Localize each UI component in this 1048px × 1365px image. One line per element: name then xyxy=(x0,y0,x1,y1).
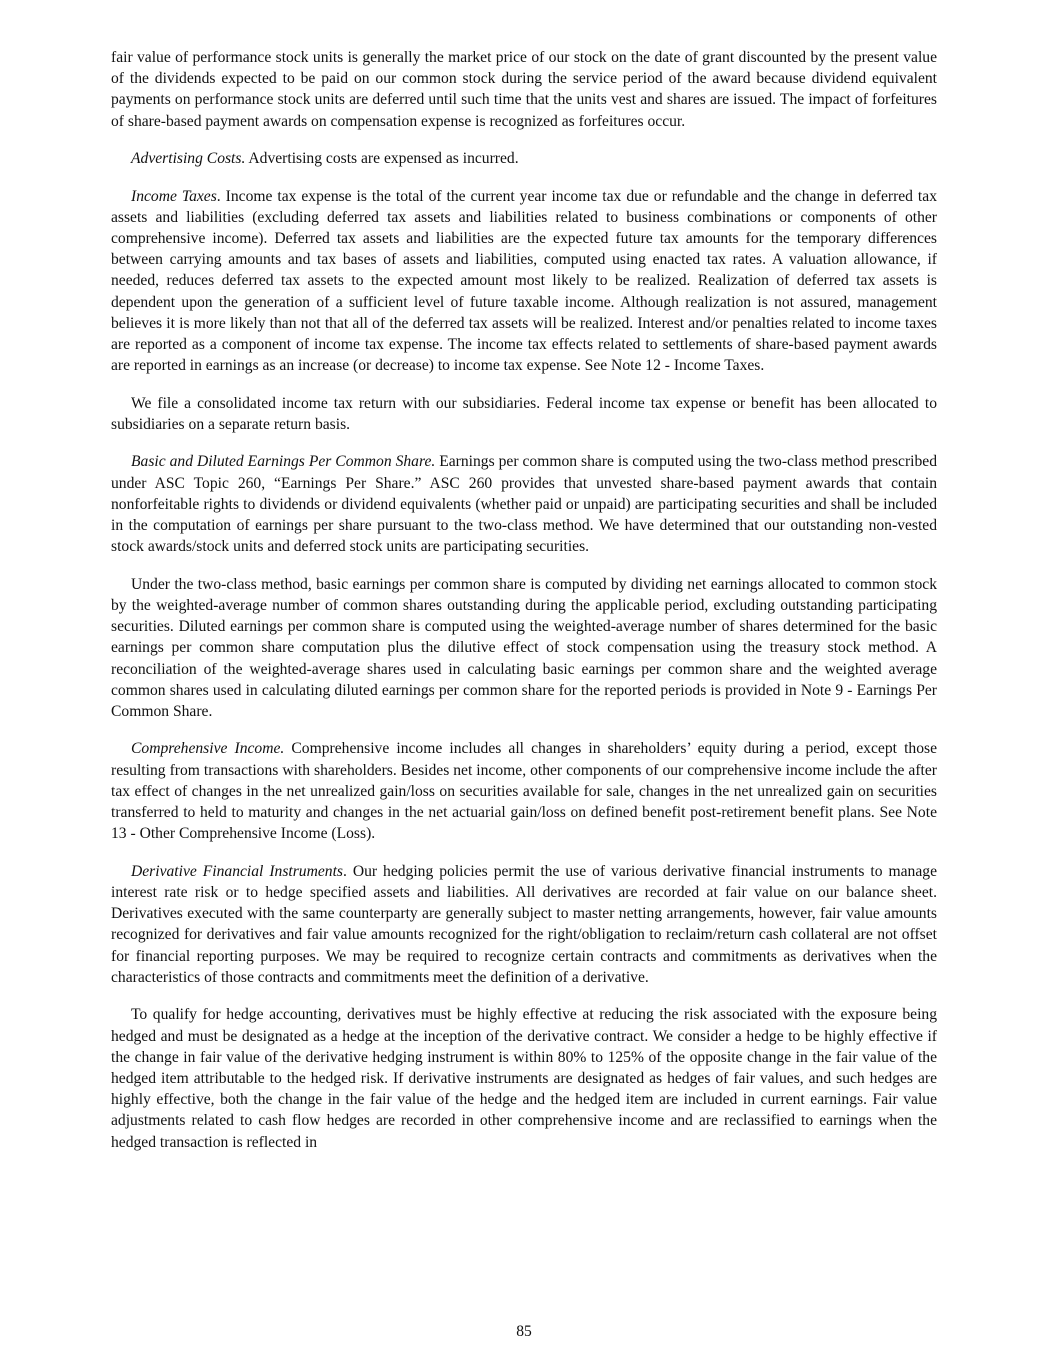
paragraph-heading: Income Taxes xyxy=(131,187,217,205)
paragraph-text: . Our hedging policies permit the use of various derivative financial instruments to manage interest rate risk or to hedge specified assets and liabilities. All derivatives are recorded at fair value on our balance sheet. Derivatives executed with the same counterparty are generally subject to master netting arrangements, however, fair value amounts recognized for derivatives and fair value amounts recognized for the right/obligation to reclaim/return cash collateral are not offset for financial reporting purposes. We may be required to recognize certain contracts and commitments as derivatives when the characteristics of those contracts and commitments meet the definition of a derivative. xyxy=(111,862,937,986)
paragraph-heading: Derivative Financial Instruments xyxy=(131,862,343,880)
paragraph-consolidated-return xyxy=(111,393,937,435)
paragraph-text: Advertising costs are expensed as incurred. xyxy=(245,150,519,168)
paragraph-text: fair value of performance stock units is generally the market price of our stock on the date of grant discounted by the present value of the dividends expected to be paid on our common stock during the service period of the award because dividend equivalent payments on performance stock units are deferred until such time that the units vest and shares are issued. The impact of forfeitures of share-based payment awards on compensation expense is recognized as forfeitures occur. xyxy=(111,49,937,130)
paragraph-text: To qualify for hedge accounting, derivatives must be highly effective at reducing the risk associated with the exposure being hedged and must be designated as a hedge at the inception of the derivative contract. We consider a hedge to be highly effective if the change in fair value of the derivative hedging instrument is within 80% to 125% of the opposite change in the fair value of the hedged item attributable to the hedged risk. If derivative instruments are designated as hedges of fair values, and such hedges are highly effective, both the change in the fair value of the hedge and the hedged item are included in current earnings. Fair value adjustments related to cash flow hedges are recorded in other comprehensive income and are reclassified to earnings when the hedged transaction is reflected in xyxy=(111,1006,937,1151)
paragraph-heading: Advertising Costs. xyxy=(131,150,246,168)
paragraph-two-class-method xyxy=(111,574,937,722)
paragraph-derivative-instruments xyxy=(111,861,937,988)
paragraph-stock-units-continuation xyxy=(111,47,937,132)
page-number: 85 xyxy=(516,1323,532,1340)
paragraph-text: Comprehensive income includes all changes in shareholders’ equity during a period, except those resulting from transactions with shareholders. Besides net income, other components of our comprehensive income include the after tax effect of changes in the net unrealized gain/loss on securities available for sale, changes in the net unrealized gain on securities transferred to held to maturity and changes in the net actuarial gain/loss on defined benefit post-retirement benefit plans. See Note 13 - Other Comprehensive Income (Loss). xyxy=(111,740,937,843)
paragraph-advertising-costs xyxy=(111,148,937,169)
paragraph-text: . Income tax expense is the total of the current year income tax due or refundable and the change in deferred tax assets and liabilities (excluding deferred tax assets and liabilities related to business combinations or components of other comprehensive income). Deferred tax assets and liabilities are the expected future tax amounts for the temporary differences between carrying amounts and tax bases of assets and liabilities, computed using enacted tax rates. A valuation allowance, if needed, reduces deferred tax assets to the expected amount most likely to be realized. Realization of deferred tax assets is dependent upon the generation of a sufficient level of future taxable income. Although realization is not assured, management believes it is more likely than not that all of the deferred tax assets will be realized. Interest and/or penalties related to income taxes are reported as a component of income tax expense. The income tax effects related to settlements of share-based payment awards are reported in earnings as an increase (or decrease) to income tax expense. See Note 12 - Income Taxes. xyxy=(111,187,937,375)
document-page xyxy=(111,47,937,1153)
paragraph-heading: Basic and Diluted Earnings Per Common Share. xyxy=(131,453,436,471)
paragraph-heading: Comprehensive Income. xyxy=(131,740,285,758)
paragraph-income-taxes xyxy=(111,186,937,377)
paragraph-text: We file a consolidated income tax return with our subsidiaries. Federal income tax expense or benefit has been allocated to subsidiaries on a separate return basis. xyxy=(111,394,937,433)
paragraph-comprehensive-income xyxy=(111,738,937,844)
paragraph-text: Earnings per common share is computed using the two-class method prescribed under ASC Topic 260, “Earnings Per Share.” ASC 260 provides that unvested share-based payment awards that contain nonforfeitable rights to dividends or dividend equivalents (whether paid or unpaid) are participating securities and shall be included in the computation of earnings per share pursuant to the two-class method. We have determined that our outstanding non-vested stock awards/stock units and deferred stock units are participating securities. xyxy=(111,453,937,556)
paragraph-text: Under the two-class method, basic earnings per common share is computed by dividing net earnings allocated to common stock by the weighted-average number of common shares outstanding during the applicable period, excluding outstanding participating securities. Diluted earnings per common share is computed using the weighted-average number of shares determined for the basic earnings per common share computation plus the dilutive effect of stock compensation using the treasury stock method. A reconciliation of the weighted-average shares used in calculating basic earnings per common share and the weighted average common shares used in calculating diluted earnings per common share for the reported periods is provided in Note 9 - Earnings Per Common Share. xyxy=(111,575,937,720)
paragraph-earnings-per-share xyxy=(111,451,937,557)
paragraph-hedge-accounting xyxy=(111,1004,937,1152)
